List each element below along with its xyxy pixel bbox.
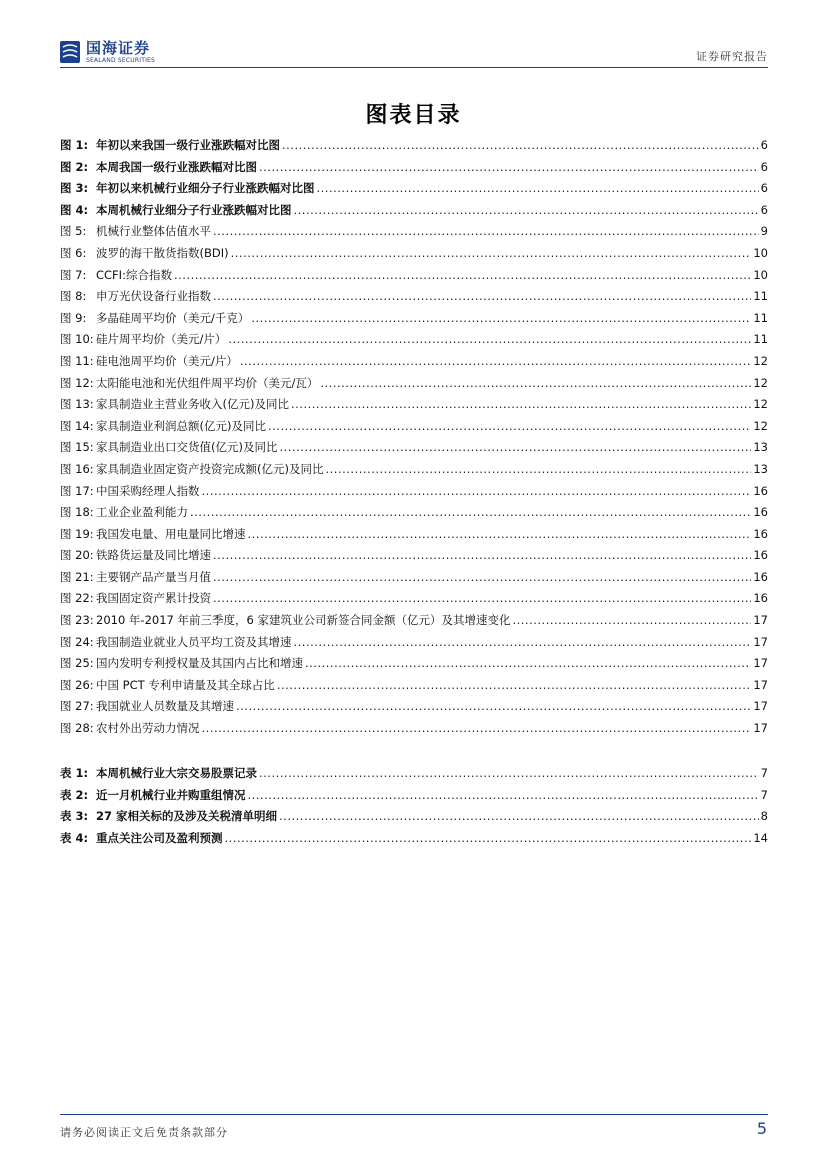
table-entry-page: 14 xyxy=(753,830,768,845)
figure-entry[interactable] xyxy=(60,634,768,656)
dot-leader xyxy=(268,419,751,433)
dot-leader xyxy=(294,203,759,217)
figure-entry-label: 图 5: xyxy=(60,224,87,239)
figure-entry[interactable] xyxy=(60,418,768,440)
figure-entry[interactable] xyxy=(60,698,768,720)
figure-entry[interactable] xyxy=(60,353,768,375)
figure-entry[interactable] xyxy=(60,223,768,245)
figure-entry-page: 16 xyxy=(753,526,768,541)
figure-entry-title: CCFI:综合指数 xyxy=(96,267,172,282)
figure-entry-label: 图 2: xyxy=(60,159,89,174)
figure-entry-page: 17 xyxy=(753,613,768,628)
figure-entry[interactable] xyxy=(60,439,768,461)
figure-entry-title: 家具制造业主营业务收入(亿元)及同比 xyxy=(96,397,289,412)
table-entry[interactable] xyxy=(60,808,768,830)
figure-entry-label: 图 14: xyxy=(60,418,94,433)
dot-leader xyxy=(305,656,751,670)
figure-entry-page: 16 xyxy=(753,591,768,606)
logo-english-name: SEALAND SECURITIES xyxy=(86,56,156,64)
page-title: 图表目录 xyxy=(365,103,462,128)
tables-list xyxy=(60,765,768,851)
figure-entry-title: 年初以来我国一级行业涨跌幅对比图 xyxy=(96,138,280,152)
figure-entry-label: 图 21: xyxy=(60,569,94,584)
figure-entry[interactable] xyxy=(60,504,768,526)
figure-entry-page: 12 xyxy=(753,418,768,433)
figure-entry-title: 本周我国一级行业涨跌幅对比图 xyxy=(96,159,257,174)
figure-entry-label: 图 20: xyxy=(60,548,94,563)
dot-leader xyxy=(228,332,751,346)
figure-entry-page: 13 xyxy=(753,440,768,455)
dot-leader xyxy=(240,354,751,368)
figure-entry[interactable] xyxy=(60,483,768,505)
dot-leader xyxy=(259,766,759,780)
figure-entry-page: 17 xyxy=(753,677,768,692)
figure-entry-label: 图 28: xyxy=(60,721,94,736)
footer-divider xyxy=(60,1114,768,1115)
figure-entry[interactable] xyxy=(60,526,768,548)
table-entry[interactable] xyxy=(60,787,768,809)
figure-entry-label: 图 26: xyxy=(60,677,94,692)
page-header xyxy=(60,38,768,66)
table-entry-title: 27 家相关标的及涉及关税清单明细 xyxy=(96,809,278,824)
figure-entry-label: 图 13: xyxy=(60,397,94,412)
figure-entry-title: 我国制造业就业人员平均工资及其增速 xyxy=(96,634,292,649)
figure-entry[interactable] xyxy=(60,180,768,202)
company-logo xyxy=(60,38,155,66)
figure-entry-page: 11 xyxy=(753,310,768,325)
dot-leader xyxy=(174,268,751,282)
figure-entry-page: 6 xyxy=(760,181,768,196)
figure-entry-label: 图 17: xyxy=(60,483,94,498)
figure-entry-page: 9 xyxy=(760,224,768,239)
dot-leader xyxy=(512,613,751,627)
figure-entry-title: 工业企业盈利能力 xyxy=(96,505,188,520)
figure-entry-title: 中国 PCT 专利申请量及其全球占比 xyxy=(96,677,275,692)
figure-entry-label: 图 6: xyxy=(60,245,87,260)
figure-entry-page: 11 xyxy=(753,332,768,347)
figure-entry-label: 图 19: xyxy=(60,526,94,541)
figure-entry-label: 图 22: xyxy=(60,591,94,606)
dot-leader xyxy=(202,721,752,735)
figure-entry[interactable] xyxy=(60,375,768,397)
figure-entry-page: 10 xyxy=(753,267,768,282)
figure-entry-title: 机械行业整体估值水平 xyxy=(96,224,211,239)
dot-leader xyxy=(225,831,752,845)
dot-leader xyxy=(248,788,759,802)
figure-entry-label: 图 18: xyxy=(60,505,94,520)
figure-entry-label: 图 16: xyxy=(60,461,94,476)
dot-leader xyxy=(320,376,751,390)
report-type: 证券研究报告 xyxy=(696,50,768,63)
figure-entry-title: 太阳能电池和光伏组件周平均价（美元/瓦） xyxy=(96,375,319,390)
figure-entry[interactable] xyxy=(60,677,768,699)
figure-entry-page: 10 xyxy=(753,245,768,260)
figure-entry[interactable] xyxy=(60,310,768,332)
figure-entry[interactable] xyxy=(60,612,768,634)
figure-entry-title: 家具制造业利润总额(亿元)及同比 xyxy=(96,418,266,433)
footer-disclaimer: 请务必阅读正文后免责条款部分 xyxy=(60,1126,228,1139)
figure-entry-title: 硅电池周平均价（美元/片） xyxy=(96,353,238,368)
figure-entry[interactable] xyxy=(60,245,768,267)
dot-leader xyxy=(282,138,759,152)
figure-entry[interactable] xyxy=(60,396,768,418)
figure-entry-title: 我国固定资产累计投资 xyxy=(96,591,211,606)
figure-entry-page: 16 xyxy=(753,505,768,520)
figure-entry-label: 图 9: xyxy=(60,310,87,325)
table-entry-page: 8 xyxy=(760,809,768,824)
figure-entry-title: 硅片周平均价（美元/片） xyxy=(96,332,227,347)
table-entry-label: 表 3: xyxy=(60,809,89,824)
figure-entry[interactable] xyxy=(60,202,768,224)
figure-entry[interactable] xyxy=(60,655,768,677)
figure-entry-title: 家具制造业固定资产投资完成额(亿元)及同比 xyxy=(96,461,324,476)
table-entry-label: 表 2: xyxy=(60,787,89,802)
figures-list xyxy=(60,137,768,742)
figure-entry-title: 铁路货运量及同比增速 xyxy=(96,548,211,563)
table-entry-title: 近一月机械行业并购重组情况 xyxy=(96,787,246,802)
figure-entry-page: 6 xyxy=(760,202,768,217)
table-entry-page: 7 xyxy=(760,787,768,802)
dot-leader xyxy=(202,484,752,498)
figure-entry-label: 图 4: xyxy=(60,202,89,217)
figure-entry-title: 国内发明专利授权量及其国内占比和增速 xyxy=(96,656,303,671)
figure-entry-label: 图 11: xyxy=(60,353,94,368)
figure-entry-title: 申万光伏设备行业指数 xyxy=(96,289,211,304)
figure-entry-title: 我国就业人员数量及其增速 xyxy=(96,699,234,714)
figure-entry-label: 图 10: xyxy=(60,332,94,347)
dot-leader xyxy=(236,699,751,713)
header-divider xyxy=(60,67,768,68)
logo-chinese-name: 国海证券 xyxy=(86,38,151,57)
dot-leader xyxy=(213,591,751,605)
figure-entry-page: 12 xyxy=(753,375,768,390)
figure-entry-title: 农村外出劳动力情况 xyxy=(96,721,200,736)
figure-entry-label: 图 27: xyxy=(60,699,94,714)
figure-entry-label: 图 24: xyxy=(60,634,94,649)
dot-leader xyxy=(213,224,759,238)
dot-leader xyxy=(248,527,752,541)
figure-entry-title: 我国发电量、用电量同比增速 xyxy=(96,526,246,541)
figure-entry[interactable] xyxy=(60,547,768,569)
figure-entry-label: 图 3: xyxy=(60,181,89,196)
figure-entry-title: 年初以来机械行业细分子行业涨跌幅对比图 xyxy=(96,181,315,196)
dot-leader xyxy=(190,505,751,519)
figure-entry[interactable] xyxy=(60,137,768,159)
figure-entry[interactable] xyxy=(60,569,768,591)
figure-entry-title: 2010 年-2017 年前三季度，6 家建筑业公司新签合同金额（亿元）及其增速变化 xyxy=(96,613,511,628)
table-entry[interactable] xyxy=(60,765,768,787)
dot-leader xyxy=(279,809,759,823)
figure-entry-page: 17 xyxy=(753,721,768,736)
figure-entry-page: 16 xyxy=(753,548,768,563)
table-entry[interactable] xyxy=(60,830,768,852)
figure-entry-label: 图 23: xyxy=(60,613,94,628)
figure-entry[interactable] xyxy=(60,461,768,483)
dot-leader xyxy=(259,160,759,174)
page-number: 5 xyxy=(756,1119,767,1138)
figure-entry-page: 12 xyxy=(753,353,768,368)
dot-leader xyxy=(279,440,751,454)
table-entry-page: 7 xyxy=(760,766,768,780)
dot-leader xyxy=(231,246,752,260)
table-entry-title: 重点关注公司及盈利预测 xyxy=(96,830,223,845)
table-entry-label: 表 4: xyxy=(60,830,89,845)
figure-entry[interactable] xyxy=(60,590,768,612)
dot-leader xyxy=(317,181,759,195)
dot-leader xyxy=(325,462,751,476)
figure-entry[interactable] xyxy=(60,159,768,181)
figure-entry-page: 13 xyxy=(753,461,768,476)
figure-entry-page: 17 xyxy=(753,656,768,671)
table-entry-title: 本周机械行业大宗交易股票记录 xyxy=(96,766,257,780)
figure-entry-page: 17 xyxy=(753,634,768,649)
figure-entry-page: 11 xyxy=(753,289,768,304)
dot-leader xyxy=(251,311,751,325)
figure-entry-label: 图 15: xyxy=(60,440,94,455)
figure-entry-label: 图 7: xyxy=(60,267,87,282)
figure-entry-title: 主要钢产品产量当月值 xyxy=(96,569,211,584)
figure-entry-page: 6 xyxy=(760,159,768,174)
figure-entry[interactable] xyxy=(60,288,768,310)
dot-leader xyxy=(294,635,752,649)
dot-leader xyxy=(277,678,752,692)
figure-entry-title: 本周机械行业细分子行业涨跌幅对比图 xyxy=(96,202,292,217)
dot-leader xyxy=(291,397,751,411)
figure-entry-page: 12 xyxy=(753,397,768,412)
figure-entry-page: 16 xyxy=(753,483,768,498)
figure-entry[interactable] xyxy=(60,720,768,742)
figure-entry-label: 图 12: xyxy=(60,375,94,390)
table-entry-label: 表 1: xyxy=(60,766,89,780)
figure-entry-page: 6 xyxy=(760,138,768,152)
sealand-logo-icon xyxy=(60,41,80,63)
figure-entry[interactable] xyxy=(60,267,768,289)
figure-entry-title: 波罗的海干散货指数(BDI) xyxy=(96,245,229,260)
figure-entry-title: 多晶硅周平均价（美元/千克） xyxy=(96,310,250,325)
figure-entry-label: 图 1: xyxy=(60,138,89,152)
dot-leader xyxy=(213,570,751,584)
dot-leader xyxy=(213,289,751,303)
figure-entry[interactable] xyxy=(60,331,768,353)
figure-entry-title: 家具制造业出口交货值(亿元)及同比 xyxy=(96,440,278,455)
figure-entry-page: 17 xyxy=(753,699,768,714)
figure-entry-title: 中国采购经理人指数 xyxy=(96,483,200,498)
figure-entry-label: 图 25: xyxy=(60,656,94,671)
figure-entry-label: 图 8: xyxy=(60,289,87,304)
dot-leader xyxy=(213,548,751,562)
figure-entry-page: 16 xyxy=(753,569,768,584)
